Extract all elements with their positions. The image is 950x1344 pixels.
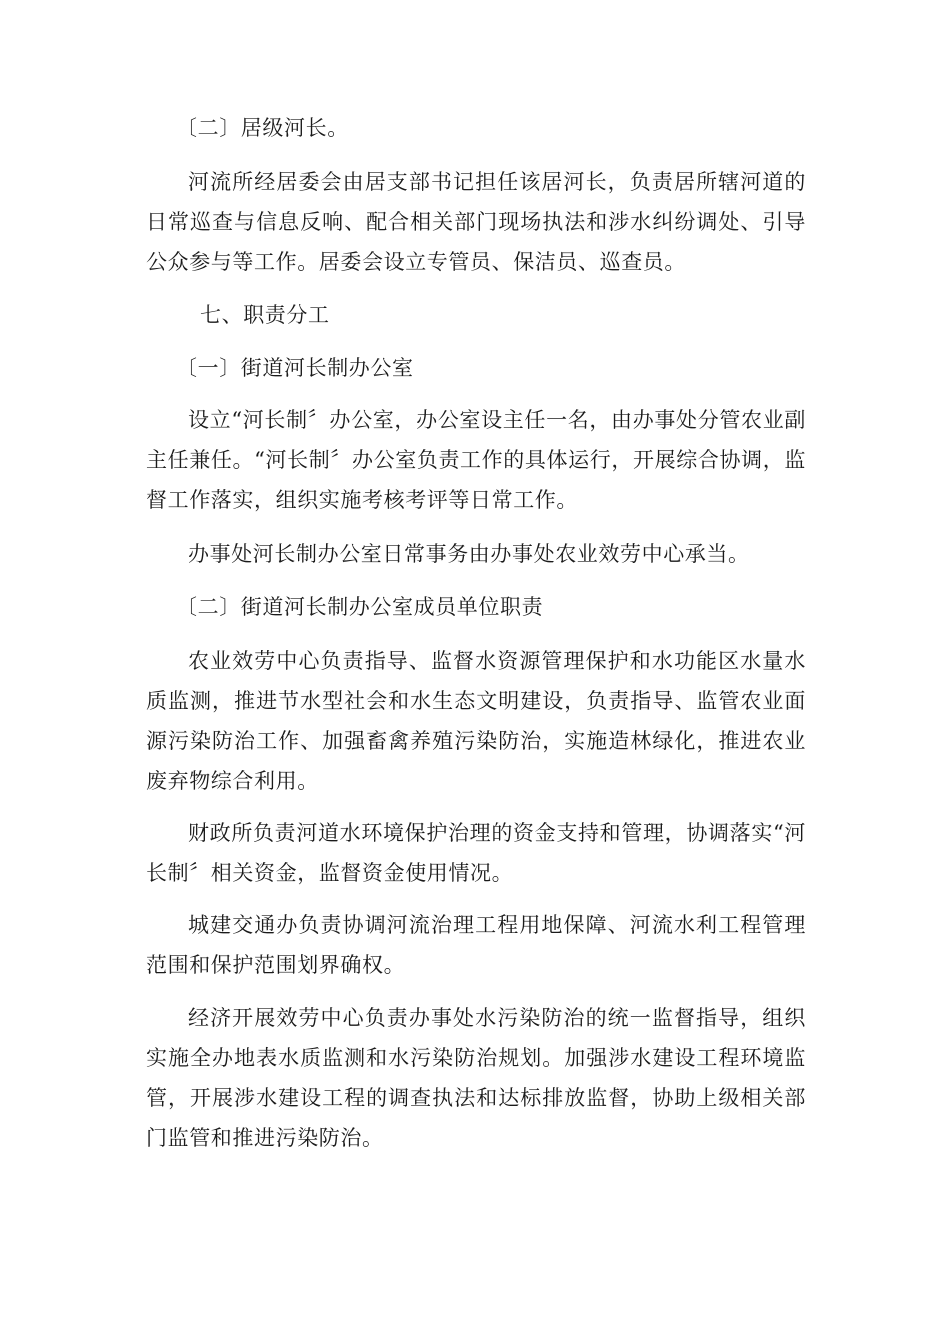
paragraph-office-setup: 设立“河长制〞办公室，办公室设主任一名，由办事处分管农业副主任兼任。“河长制〞办公室负责工作的具体运行，开展综合协调，监督工作落实，组织实施考核考评等日常工作。 [146, 408, 806, 512]
paragraph-economic-development: 经济开展效劳中心负责办事处水污染防治的统一监督指导，组织实施全办地表水质监测和水污染防治规划。加强涉水建设工程环境监管，开展涉水建设工程的调查执法和达标排放监督，协助上级相关部门监管和推进污染防治。 [146, 1006, 806, 1150]
heading-river-chief-office: 〔一〕街道河长制办公室 [176, 356, 414, 380]
heading-member-units: 〔二〕街道河长制办公室成员单位职责 [176, 595, 544, 619]
paragraph-resident-river-chief: 河流所经居委会由居支部书记担任该居河长，负责居所辖河道的日常巡查与信息反响、配合相关部门现场执法和涉水纠纷调处、引导公众参与等工作。居委会设立专管员、保洁员、巡查员。 [146, 170, 806, 274]
paragraph-office-daily-affairs: 办事处河长制办公室日常事务由办事处农业效劳中心承当。 [188, 542, 750, 566]
heading-resident-river-chief: 〔二〕居级河长。 [176, 116, 349, 140]
paragraph-urban-construction: 城建交通办负责协调河流治理工程用地保障、河流水利工程管理范围和保护范围划界确权。 [146, 913, 806, 977]
paragraph-agriculture-service-center: 农业效劳中心负责指导、监督水资源管理保护和水功能区水量水质监测，推进节水型社会和水生态文明建设，负责指导、监管农业面源污染防治工作、加强畜禽养殖污染防治，实施造林绿化，推进农业废弃物综合利用。 [146, 649, 806, 793]
heading-section-7-responsibilities: 七、职责分工 [200, 303, 330, 327]
paragraph-finance-office: 财政所负责河道水环境保护治理的资金支持和管理，协调落实“河长制〞相关资金，监督资金使用情况。 [146, 821, 806, 885]
